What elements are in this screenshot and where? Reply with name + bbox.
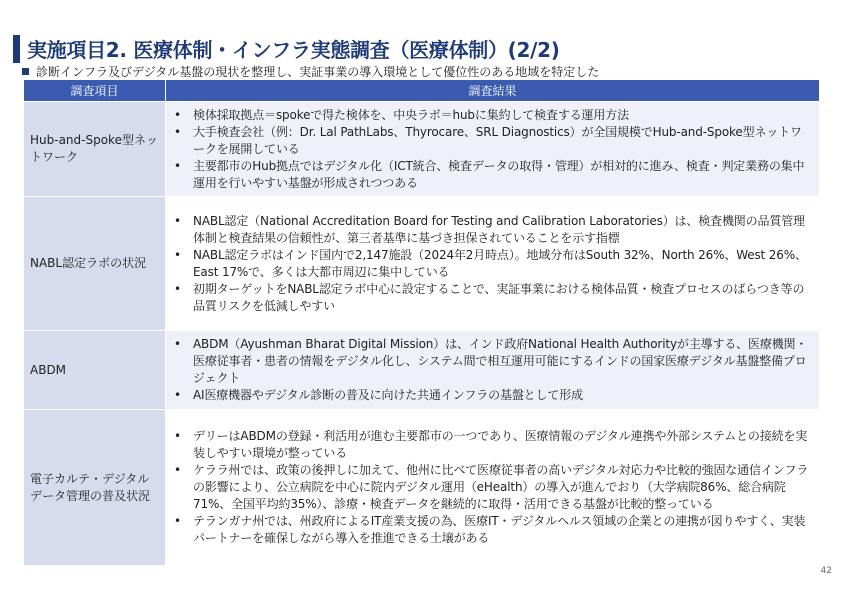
column-header-result: 調査結果: [166, 80, 820, 102]
result-bullet: • テランガナ州では、州政府によるIT産業支援の為、医療IT・デジタルヘルス領域の企業との連携が図りやすく、実装パートナーを確保しながら導入を推進できる土壌がある: [172, 513, 813, 547]
square-bullet-icon: [22, 68, 29, 75]
row-item-label: Hub-and-Spoke型ネットワーク: [24, 102, 166, 197]
row-result-cell: [166, 410, 820, 566]
result-bullet: • 大手検査会社（例：Dr. Lal PathLabs、Thyrocare、SRL Diagnostics）が全国規模でHub-and-Spoke型ネットワークを展開している: [172, 124, 813, 158]
column-header-item: 調査項目: [24, 80, 166, 102]
table-row: [24, 410, 820, 566]
row-result-cell: [166, 102, 820, 197]
page-subtitle: [22, 63, 599, 80]
result-bullet: • NABL認定（National Accreditation Board for Testing and Calibration Laboratories）は、検査機関の品質管理体制と検査結果の信頼性が、第三者基準に基づき担保されていることを示す指標: [172, 213, 813, 247]
result-bullet-list: [172, 213, 813, 315]
page-title: 実施項目2. 医療体制・インフラ実態調査（医療体制）(2/2): [27, 38, 560, 62]
table-row: [24, 102, 820, 197]
result-bullet: • 検体採取拠点＝spokeで得た検体を、中央ラボ＝hubに集約して検査する運用方法: [172, 107, 813, 124]
result-bullet-list: [172, 428, 813, 547]
table-row: [24, 331, 820, 410]
result-bullet: • NABL認定ラボはインド国内で2,147施設（2024年2月時点）。地域分布はSouth 32%、North 26%、West 26%、East 17%で、多くは大都市周辺に集中している: [172, 247, 813, 281]
row-item-label: NABL認定ラボの状況: [24, 197, 166, 331]
title-accent-bar: [13, 35, 20, 63]
row-result-cell: [166, 197, 820, 331]
page-number: 42: [820, 566, 832, 576]
result-bullet: • デリーはABDMの登録・利活用が進む主要都市の一つであり、医療情報のデジタル連携や外部システムとの接続を実装しやすい環境が整っている: [172, 428, 813, 462]
result-bullet: • 初期ターゲットをNABL認定ラボ中心に設定することで、実証事業における検体品質・検査プロセスのばらつき等の品質リスクを低減しやすい: [172, 281, 813, 315]
survey-table: [23, 79, 820, 566]
table-row: [24, 197, 820, 331]
row-result-cell: [166, 331, 820, 410]
result-bullet: • 主要都市のHub拠点ではデジタル化（ICT統合、検査データの取得・管理）が相対的に進み、検査・判定業務の集中運用を行いやすい基盤が形成されつつある: [172, 158, 813, 192]
result-bullet-list: [172, 107, 813, 192]
result-bullet-list: [172, 336, 813, 404]
result-bullet: • ケララ州では、政策の後押しに加えて、他州に比べて医療従事者の高いデジタル対応力や比較的強固な通信インフラの影響により、公立病院を中心に院内デジタル運用（eHealth）の導入が進んでおり（大学病院86%、総合病院71%、全国平均約35%）、診療・検査データを継続的に取得・活用できる基盤が比較的整っている: [172, 462, 813, 513]
result-bullet: • ABDM（Ayushman Bharat Digital Mission）は、インド政府National Health Authorityが主導する、医療機関・医療従事者・患者の情報をデジタル化し、システム間で相互運用可能にするインドの国家医療デジタル基盤整備プロジェクト: [172, 336, 813, 387]
table-header-row: [24, 80, 820, 102]
row-item-label: ABDM: [24, 331, 166, 410]
row-item-label: 電子カルテ・デジタルデータ管理の普及状況: [24, 410, 166, 566]
subtitle-text: 診断インフラ及びデジタル基盤の現状を整理し、実証事業の導入環境として優位性のある地域を特定した: [36, 65, 600, 79]
result-bullet: • AI医療機器やデジタル診断の普及に向けた共通インフラの基盤として形成: [172, 387, 813, 404]
